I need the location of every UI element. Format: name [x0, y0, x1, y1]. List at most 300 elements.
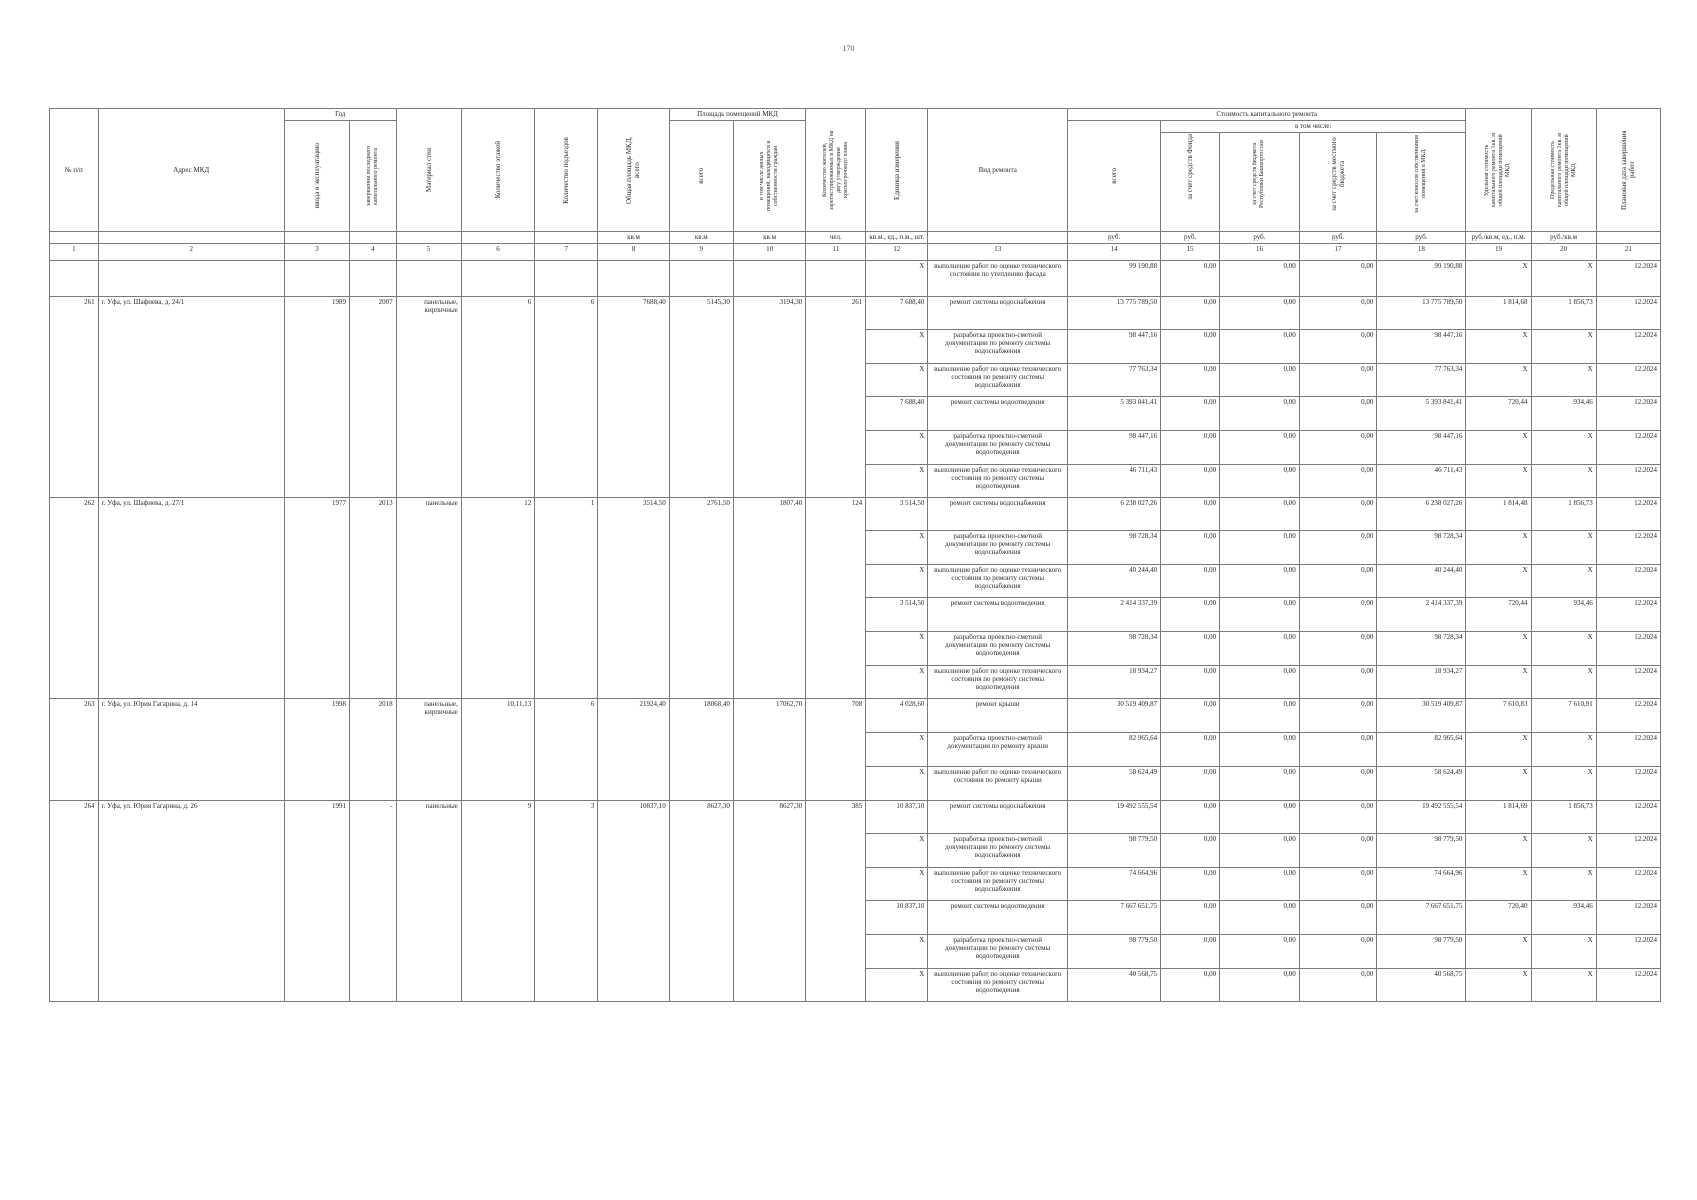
cell-republic: 0,00 — [1220, 261, 1300, 297]
cell-date: 12.2024 — [1596, 364, 1660, 397]
cell-total-area: 10837,10 — [598, 801, 669, 1002]
cell-date: 12.2024 — [1596, 531, 1660, 565]
cell-owners: 98 728,34 — [1377, 632, 1466, 666]
cell-local: 0,00 — [1299, 901, 1377, 935]
cell-owners: 58 624,49 — [1377, 767, 1466, 801]
unit-label: чел. — [806, 232, 866, 244]
cell-wall-material: панельные — [396, 801, 461, 1002]
cell-fund: 0,00 — [1161, 699, 1220, 733]
unit-label: руб. — [1161, 232, 1220, 244]
cell-premises-total: 2761,50 — [669, 498, 733, 699]
cell-total: 5 393 841,41 — [1068, 397, 1161, 431]
unit-label: руб. — [1299, 232, 1377, 244]
cell-local: 0,00 — [1299, 330, 1377, 364]
cell-local: 0,00 — [1299, 632, 1377, 666]
cell-total-area: 7688,40 — [598, 297, 669, 498]
cell-year-commissioning: 1998 — [284, 699, 349, 801]
column-number: 11 — [806, 244, 866, 261]
cell-date: 12.2024 — [1596, 733, 1660, 767]
cell-unit-cost: 720,44 — [1466, 598, 1531, 632]
cell-work: ремонт системы водоотведения — [928, 397, 1068, 431]
cell-owners: 98 779,50 — [1377, 834, 1466, 868]
cell-local: 0,00 — [1299, 801, 1377, 834]
cell-owners: 6 238 027,26 — [1377, 498, 1466, 531]
capital-repair-table — [49, 108, 1661, 1002]
table-row — [50, 699, 1661, 733]
cell-unit: X — [866, 565, 928, 598]
header-cost-republic: за счет средств бюджета Республики Башкортостан — [1220, 133, 1300, 232]
cell-total: 98 447,16 — [1068, 330, 1161, 364]
cell-fund: 0,00 — [1161, 935, 1220, 969]
cell-republic: 0,00 — [1220, 767, 1300, 801]
cell-fund: 0,00 — [1161, 261, 1220, 297]
cell-republic: 0,00 — [1220, 330, 1300, 364]
cell-year-last-repair: 2018 — [350, 699, 397, 801]
cell-fund: 0,00 — [1161, 431, 1220, 465]
cell-republic: 0,00 — [1220, 465, 1300, 498]
cell-wall-material: панельные — [396, 498, 461, 699]
cell-unit-cost: X — [1466, 364, 1531, 397]
cell-total: 18 934,27 — [1068, 666, 1161, 699]
cell-year-last-repair: 2007 — [350, 297, 397, 498]
cell-work: выполнение работ по оценке технического состояния по ремонту системы водоотведения — [928, 666, 1068, 699]
cell-floors: 10,11,13 — [461, 699, 534, 801]
cell-premises-residential: 17062,70 — [733, 699, 805, 801]
column-number: 2 — [98, 244, 284, 261]
column-number: 13 — [928, 244, 1068, 261]
cell-unit: X — [866, 465, 928, 498]
cell-unit: X — [866, 632, 928, 666]
cell-date: 12.2024 — [1596, 901, 1660, 935]
table-body — [50, 261, 1661, 1002]
column-number: 14 — [1068, 244, 1161, 261]
cell-republic: 0,00 — [1220, 397, 1300, 431]
cell-date: 12.2024 — [1596, 801, 1660, 834]
cell-date: 12.2024 — [1596, 431, 1660, 465]
cell-republic: 0,00 — [1220, 431, 1300, 465]
cell-total: 7 667 651,75 — [1068, 901, 1161, 935]
cell-unit: 3 514,50 — [866, 598, 928, 632]
cell-date: 12.2024 — [1596, 935, 1660, 969]
cell-fund: 0,00 — [1161, 565, 1220, 598]
column-number: 19 — [1466, 244, 1531, 261]
cell-total: 82 965,64 — [1068, 733, 1161, 767]
cell-date: 12.2024 — [1596, 397, 1660, 431]
cell-max-cost: X — [1531, 261, 1596, 297]
column-number: 9 — [669, 244, 733, 261]
cell-floors: 9 — [461, 801, 534, 1002]
header-unit-cost: Удельная стоимость капитального ремонта 1кв. м общей площади помещений МКД — [1466, 109, 1531, 232]
cell-owners: 99 190,88 — [1377, 261, 1466, 297]
cell-local: 0,00 — [1299, 935, 1377, 969]
cell-max-cost: 7 610,91 — [1531, 699, 1596, 733]
cell-total: 98 447,16 — [1068, 431, 1161, 465]
cell-republic: 0,00 — [1220, 498, 1300, 531]
cell-unit: X — [866, 969, 928, 1002]
cell-owners: 2 414 337,39 — [1377, 598, 1466, 632]
header-premises-area: Площадь помещений МКД — [669, 109, 806, 121]
cell-total: 40 568,75 — [1068, 969, 1161, 1002]
cell-owners: 18 934,27 — [1377, 666, 1466, 699]
cell-work: выполнение работ по оценке технического состояния по утеплению фасада — [928, 261, 1068, 297]
cell-unit: X — [866, 666, 928, 699]
cell-local: 0,00 — [1299, 733, 1377, 767]
header-premises-residential: в том числе жилых помещений, находящихся в собственности граждан — [733, 121, 805, 232]
cell-local: 0,00 — [1299, 969, 1377, 1002]
cell-unit-cost: X — [1466, 767, 1531, 801]
cell-unit: X — [866, 834, 928, 868]
cell-max-cost: X — [1531, 767, 1596, 801]
cell-date: 12.2024 — [1596, 632, 1660, 666]
cell-work: ремонт системы водоотведения — [928, 598, 1068, 632]
cell-local: 0,00 — [1299, 834, 1377, 868]
cell-premises-residential: 3194,30 — [733, 297, 805, 498]
cell-fund: 0,00 — [1161, 868, 1220, 901]
header-including: в том числе: — [1161, 121, 1466, 133]
cell-work: ремонт системы водоснабжения — [928, 297, 1068, 330]
cell-work: разработка проектно-сметной документации по ремонту системы водоотведения — [928, 935, 1068, 969]
cell-owners: 5 393 841,41 — [1377, 397, 1466, 431]
cell-year-last-repair: 2013 — [350, 498, 397, 699]
column-number: 3 — [284, 244, 349, 261]
cell-republic: 0,00 — [1220, 969, 1300, 1002]
header-cost-group: Стоимость капитального ремонта — [1068, 109, 1466, 121]
cell-fund: 0,00 — [1161, 834, 1220, 868]
cell-unit-cost: X — [1466, 969, 1531, 1002]
cell-date: 12.2024 — [1596, 598, 1660, 632]
column-numbers-row — [50, 244, 1661, 261]
cell-max-cost: X — [1531, 666, 1596, 699]
cell-premises-residential: 1807,40 — [733, 498, 805, 699]
cell-entrances: 6 — [535, 699, 598, 801]
cell-republic: 0,00 — [1220, 666, 1300, 699]
cell-max-cost: X — [1531, 531, 1596, 565]
cell-entrances: 3 — [535, 801, 598, 1002]
cell-unit-cost: 1 814,68 — [1466, 297, 1531, 330]
header-wall-material: Материал стен — [396, 109, 461, 232]
cell-unit-cost: X — [1466, 431, 1531, 465]
cell-wall-material: панельные, кирпичные — [396, 699, 461, 801]
cell-owners: 40 568,75 — [1377, 969, 1466, 1002]
cell-unit: 4 028,60 — [866, 699, 928, 733]
cell-total: 19 492 555,54 — [1068, 801, 1161, 834]
column-number: 5 — [396, 244, 461, 261]
cell-max-cost: X — [1531, 969, 1596, 1002]
cell-republic: 0,00 — [1220, 901, 1300, 935]
cell-total: 46 711,43 — [1068, 465, 1161, 498]
cell-max-cost: X — [1531, 465, 1596, 498]
cell-total: 30 519 409,87 — [1068, 699, 1161, 733]
cell-republic: 0,00 — [1220, 733, 1300, 767]
header-planned-date: Плановая дата завершения работ — [1596, 109, 1660, 232]
cell-date: 12.2024 — [1596, 666, 1660, 699]
column-number: 20 — [1531, 244, 1596, 261]
cell-date: 12.2024 — [1596, 767, 1660, 801]
header-cost-fund: за счет средств Фонда — [1161, 133, 1220, 232]
table-row — [50, 297, 1661, 330]
column-number: 4 — [350, 244, 397, 261]
cell-republic: 0,00 — [1220, 801, 1300, 834]
cell-max-cost: 934,46 — [1531, 598, 1596, 632]
cell-work: разработка проектно-сметной документации по ремонту крыши — [928, 733, 1068, 767]
cell-date: 12.2024 — [1596, 699, 1660, 733]
header-cost-total: всего — [1068, 121, 1161, 232]
cell-total: 2 414 337,39 — [1068, 598, 1161, 632]
cell-local: 0,00 — [1299, 699, 1377, 733]
cell-floors: 12 — [461, 498, 534, 699]
cell-max-cost: X — [1531, 431, 1596, 465]
cell-residents: 385 — [806, 801, 866, 1002]
cell-total: 58 624,49 — [1068, 767, 1161, 801]
unit-label: руб./кв.м — [1531, 232, 1596, 244]
cell-total: 13 775 789,50 — [1068, 297, 1161, 330]
cell-max-cost: 1 856,73 — [1531, 801, 1596, 834]
cell-fund: 0,00 — [1161, 397, 1220, 431]
cell-unit-cost: X — [1466, 834, 1531, 868]
units-row — [50, 232, 1661, 244]
cell-work: выполнение работ по оценке технического состояния по ремонту системы водоснабжения — [928, 565, 1068, 598]
cell-owners: 13 775 789,50 — [1377, 297, 1466, 330]
cell-work: выполнение работ по оценке технического состояния по ремонту системы водоотведения — [928, 465, 1068, 498]
cell-year-commissioning: 1991 — [284, 801, 349, 1002]
cell-year-last-repair: - — [350, 801, 397, 1002]
column-number: 6 — [461, 244, 534, 261]
cell-unit: X — [866, 733, 928, 767]
cell-date: 12.2024 — [1596, 969, 1660, 1002]
cell-date: 12.2024 — [1596, 465, 1660, 498]
cell-work: выполнение работ по оценке технического состояния по ремонту крыши — [928, 767, 1068, 801]
cell-address: г. Уфа, ул. Юрия Гагарина, д. 14 — [98, 699, 284, 801]
cell-unit: X — [866, 330, 928, 364]
cell-max-cost: 934,46 — [1531, 397, 1596, 431]
header-work-type: Вид ремонта — [928, 109, 1068, 232]
cell-republic: 0,00 — [1220, 632, 1300, 666]
column-number: 18 — [1377, 244, 1466, 261]
cell-owners: 46 711,43 — [1377, 465, 1466, 498]
cell-unit-cost: 720,40 — [1466, 901, 1531, 935]
cell-year-commissioning: 1977 — [284, 498, 349, 699]
cell-owners: 74 664,96 — [1377, 868, 1466, 901]
column-number: 10 — [733, 244, 805, 261]
cell-work: ремонт системы водоснабжения — [928, 801, 1068, 834]
cell-date: 12.2024 — [1596, 565, 1660, 598]
unit-label: кв.м — [669, 232, 733, 244]
unit-label: руб. — [1220, 232, 1300, 244]
cell-unit: 10 837,10 — [866, 901, 928, 935]
cell-local: 0,00 — [1299, 868, 1377, 901]
cell-max-cost: X — [1531, 834, 1596, 868]
header-cost-local: за счет средств местного бюджета — [1299, 133, 1377, 232]
cell-wall-material: панельные, кирпичные — [396, 297, 461, 498]
cell-fund: 0,00 — [1161, 767, 1220, 801]
cell-unit-cost: X — [1466, 531, 1531, 565]
header-residents: Количество жителей, зарегистрированных в МКД на дату утверждения краткосрочного плана — [806, 109, 866, 232]
header-entrances: Количество подъездов — [535, 109, 598, 232]
cell-owners: 30 519 409,87 — [1377, 699, 1466, 733]
cell-premises-total: 18068,40 — [669, 699, 733, 801]
cell-fund: 0,00 — [1161, 364, 1220, 397]
cell-unit-cost: 720,44 — [1466, 397, 1531, 431]
cell-premises-total: 8627,30 — [669, 801, 733, 1002]
cell-local: 0,00 — [1299, 261, 1377, 297]
column-number: 16 — [1220, 244, 1300, 261]
cell-max-cost: X — [1531, 868, 1596, 901]
cell-unit: 10 837,10 — [866, 801, 928, 834]
cell-republic: 0,00 — [1220, 364, 1300, 397]
cell-local: 0,00 — [1299, 297, 1377, 330]
cell-date: 12.2024 — [1596, 297, 1660, 330]
cell-republic: 0,00 — [1220, 935, 1300, 969]
cell-work: разработка проектно-сметной документации по ремонту системы водоснабжения — [928, 834, 1068, 868]
cell-unit-cost: X — [1466, 632, 1531, 666]
cell-fund: 0,00 — [1161, 901, 1220, 935]
cell-max-cost: X — [1531, 330, 1596, 364]
cell-local: 0,00 — [1299, 598, 1377, 632]
cell-fund: 0,00 — [1161, 297, 1220, 330]
table-row — [50, 261, 1661, 297]
column-number: 15 — [1161, 244, 1220, 261]
cell-owners: 82 965,64 — [1377, 733, 1466, 767]
cell-work: выполнение работ по оценке технического состояния по ремонту системы водоснабжения — [928, 364, 1068, 397]
cell-total-area: 3514,50 — [598, 498, 669, 699]
cell-fund: 0,00 — [1161, 598, 1220, 632]
cell-max-cost: X — [1531, 364, 1596, 397]
cell-date: 12.2024 — [1596, 834, 1660, 868]
cell-unit: X — [866, 261, 928, 297]
cell-total: 98 779,50 — [1068, 834, 1161, 868]
cell-total: 98 779,50 — [1068, 935, 1161, 969]
cell-unit-cost: X — [1466, 935, 1531, 969]
cell-work: выполнение работ по оценке технического состояния по ремонту системы водоснабжения — [928, 868, 1068, 901]
cell-total: 6 238 027,26 — [1068, 498, 1161, 531]
cell-owners: 98 447,16 — [1377, 431, 1466, 465]
cell-unit-cost: X — [1466, 733, 1531, 767]
cell-unit-cost: 1 814,69 — [1466, 801, 1531, 834]
header-premises-total: всего — [669, 121, 733, 232]
cell-unit-cost: X — [1466, 465, 1531, 498]
cell-address: г. Уфа, ул. Шафиева, д. 27/1 — [98, 498, 284, 699]
cell-max-cost: X — [1531, 632, 1596, 666]
cell-unit-cost: X — [1466, 666, 1531, 699]
cell-republic: 0,00 — [1220, 297, 1300, 330]
cell-work: разработка проектно-сметной документации по ремонту системы водоотведения — [928, 632, 1068, 666]
cell-republic: 0,00 — [1220, 868, 1300, 901]
cell-republic: 0,00 — [1220, 531, 1300, 565]
column-number: 21 — [1596, 244, 1660, 261]
header-num: № п/п — [50, 109, 99, 232]
cell-fund: 0,00 — [1161, 666, 1220, 699]
cell-owners: 77 763,34 — [1377, 364, 1466, 397]
cell-unit-cost: 7 610,83 — [1466, 699, 1531, 733]
cell-residents: 261 — [806, 297, 866, 498]
unit-label: руб. — [1068, 232, 1161, 244]
header-year-commissioning: ввода в эксплуатацию — [284, 121, 349, 232]
cell-unit: X — [866, 431, 928, 465]
cell-unit-cost: X — [1466, 261, 1531, 297]
cell-premises-residential: 8627,30 — [733, 801, 805, 1002]
cell-owners: 19 492 555,54 — [1377, 801, 1466, 834]
cell-owners: 98 779,50 — [1377, 935, 1466, 969]
header-year: Год — [284, 109, 396, 121]
header-cost-owners: за счет взносов собственников помещений в МКД — [1377, 133, 1466, 232]
cell-unit: 7 688,40 — [866, 397, 928, 431]
cell-date: 12.2024 — [1596, 330, 1660, 364]
cell-work: выполнение работ по оценке технического состояния по ремонту системы водоотведения — [928, 969, 1068, 1002]
cell-premises-total: 5145,30 — [669, 297, 733, 498]
cell-fund: 0,00 — [1161, 733, 1220, 767]
cell-local: 0,00 — [1299, 666, 1377, 699]
cell-entrances: 1 — [535, 498, 598, 699]
cell-floors: 6 — [461, 297, 534, 498]
cell-unit: X — [866, 868, 928, 901]
cell-local: 0,00 — [1299, 565, 1377, 598]
cell-num: 264 — [50, 801, 99, 1002]
cell-year-commissioning: 1989 — [284, 297, 349, 498]
header-unit: Единица измерения — [866, 109, 928, 232]
unit-label: руб. — [1377, 232, 1466, 244]
cell-fund: 0,00 — [1161, 801, 1220, 834]
cell-total: 98 728,34 — [1068, 632, 1161, 666]
cell-address: г. Уфа, ул. Юрия Гагарина, д. 26 — [98, 801, 284, 1002]
cell-unit-cost: X — [1466, 868, 1531, 901]
cell-unit: X — [866, 935, 928, 969]
cell-republic: 0,00 — [1220, 598, 1300, 632]
cell-max-cost: X — [1531, 935, 1596, 969]
cell-work: разработка проектно-сметной документации по ремонту системы водоснабжения — [928, 531, 1068, 565]
column-number: 1 — [50, 244, 99, 261]
cell-work: разработка проектно-сметной документации по ремонту системы водоотведения — [928, 431, 1068, 465]
cell-local: 0,00 — [1299, 364, 1377, 397]
cell-total: 40 244,40 — [1068, 565, 1161, 598]
cell-total: 99 190,88 — [1068, 261, 1161, 297]
unit-label: кв.м — [598, 232, 669, 244]
cell-local: 0,00 — [1299, 531, 1377, 565]
cell-unit-cost: 1 814,48 — [1466, 498, 1531, 531]
cell-owners: 98 447,16 — [1377, 330, 1466, 364]
cell-fund: 0,00 — [1161, 330, 1220, 364]
unit-label: руб./кв.м, ед., п.м. — [1466, 232, 1531, 244]
cell-unit: X — [866, 531, 928, 565]
cell-max-cost: 1 856,73 — [1531, 297, 1596, 330]
table-row — [50, 498, 1661, 531]
cell-work: разработка проектно-сметной документации по ремонту системы водоснабжения — [928, 330, 1068, 364]
cell-local: 0,00 — [1299, 431, 1377, 465]
header-total-area: Общая площадь МКД, всего — [598, 109, 669, 232]
unit-label: кв.м., ед., п.м., шт. — [866, 232, 928, 244]
header-floors: Количество этажей — [461, 109, 534, 232]
cell-max-cost: 934,46 — [1531, 901, 1596, 935]
cell-local: 0,00 — [1299, 498, 1377, 531]
cell-republic: 0,00 — [1220, 834, 1300, 868]
cell-residents: 708 — [806, 699, 866, 801]
cell-total-area: 21924,40 — [598, 699, 669, 801]
cell-total: 98 728,34 — [1068, 531, 1161, 565]
cell-max-cost: X — [1531, 565, 1596, 598]
cell-date: 12.2024 — [1596, 261, 1660, 297]
cell-unit-cost: X — [1466, 330, 1531, 364]
cell-republic: 0,00 — [1220, 699, 1300, 733]
cell-republic: 0,00 — [1220, 565, 1300, 598]
cell-work: ремонт системы водоснабжения — [928, 498, 1068, 531]
cell-date: 12.2024 — [1596, 498, 1660, 531]
cell-total: 74 664,96 — [1068, 868, 1161, 901]
cell-unit: 7 688,40 — [866, 297, 928, 330]
header-address: Адрес МКД — [98, 109, 284, 232]
cell-local: 0,00 — [1299, 465, 1377, 498]
cell-work: ремонт крыши — [928, 699, 1068, 733]
cell-unit: 3 514,50 — [866, 498, 928, 531]
page-number: 170 — [842, 44, 855, 53]
